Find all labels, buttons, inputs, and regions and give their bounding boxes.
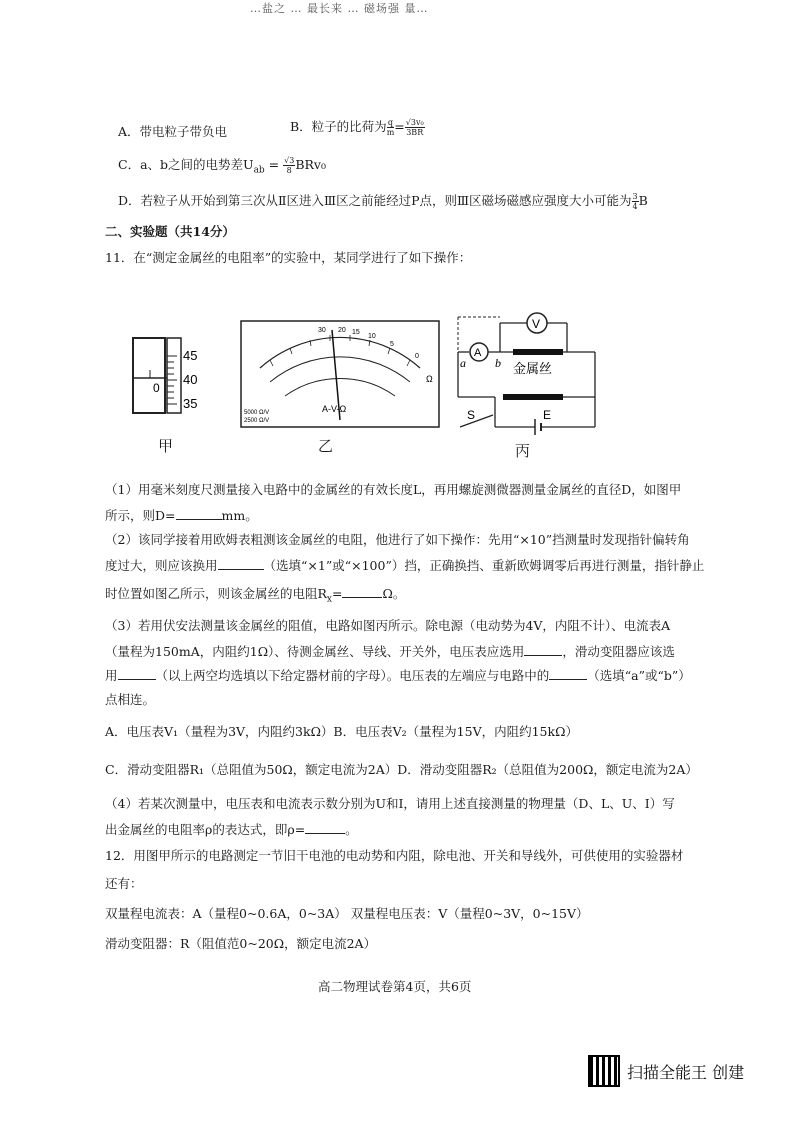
switch-symbol	[460, 415, 493, 427]
q11-3-line3b: （以上两空均选填以下给定器材前的字母）。电压表的左端应与电路中的	[155, 668, 550, 683]
frac-den-val: 3BR	[406, 128, 424, 137]
answer-blank-d[interactable]	[176, 519, 222, 520]
scale-top-10: 10	[368, 333, 376, 340]
micrometer-tick-35: 35	[183, 396, 198, 411]
option-c-frac-den: 8	[286, 166, 292, 175]
q11-2-line2b: （选填“×1”或“×100”）挡，正确换挡、重新欧姆调零后再进行测量，指针静止	[263, 558, 705, 573]
metal-wire-label: 金属丝	[513, 362, 553, 377]
scale-top-20: 20	[338, 327, 346, 334]
q11-4-line2b: 。	[345, 822, 358, 837]
q11-3-line2	[105, 644, 675, 660]
q11-4-line2a: 出金属丝的电阻率ρ的表达式，即ρ=	[105, 822, 306, 837]
q11-3-line2a: （量程为150mA，内阻约1Ω）、待测金属丝、导线、开关外，电压表应选用	[105, 644, 525, 659]
answer-blank-range[interactable]	[218, 569, 264, 570]
q12-line4: 滑动变阻器：R（阻值范0~20Ω，额定电流2A）	[105, 936, 377, 951]
meter-rating-2: 2500 Ω/V	[244, 418, 270, 424]
header-fragment: …盐之 … 最长来 … 磁场强 量…	[250, 2, 429, 15]
q11-3-line3a: 用	[105, 668, 118, 683]
q11-option-ab: A．电压表V₁（量程为3V，内阻约3kΩ）B．电压表V₂（量程为15V，内阻约15kΩ）	[105, 724, 578, 739]
q11-2-line2a: 度过大，则应该换用	[105, 558, 218, 573]
option-a: A．带电粒子带负电	[118, 124, 228, 139]
q12-line2: 还有：	[105, 876, 143, 891]
option-c-frac	[283, 156, 295, 175]
answer-blank-voltmeter[interactable]	[524, 655, 562, 656]
q11-1-line1: （1）用毫米刻度尺测量接入电路中的金属丝的有效长度L，再用螺旋测微器测量金属丝的直径D，如图甲	[105, 482, 682, 497]
micrometer-tick-40: 40	[183, 372, 198, 387]
ammeter-label: A	[474, 347, 482, 359]
scale-top-5: 5	[390, 341, 394, 348]
q11-4-line2	[105, 822, 358, 838]
q11-3-line3	[105, 668, 691, 684]
option-d-frac-den: 4	[632, 202, 638, 211]
option-c-frac-num: √3	[284, 156, 295, 165]
meter-center-label: A-V-Ω	[322, 404, 347, 414]
node-b-label: b	[495, 356, 501, 370]
answer-blank-rheostat[interactable]	[118, 679, 156, 680]
option-b-eq: =	[394, 119, 405, 134]
option-d-text: D．若粒子从开始到第三次从Ⅱ区进入Ⅲ区之前能经过P点，则Ⅲ区磁场磁感应强度大小可能为	[118, 193, 632, 208]
section-title: 二、实验题（共14分）	[105, 224, 235, 239]
figure-label-yi: 乙	[318, 437, 334, 455]
battery-label: E	[543, 408, 552, 422]
q11-2-line2	[105, 558, 704, 574]
rheostat-symbol	[503, 394, 563, 400]
answer-blank-rx[interactable]	[342, 597, 382, 598]
voltmeter-label: V	[532, 317, 541, 331]
option-b	[290, 118, 425, 137]
q12-line1: 12．用图甲所示的电路测定一节旧干电池的电动势和内阻，除电池、开关和导线外，可供使用的实验器材	[105, 848, 684, 863]
scale-arc-ohm	[260, 337, 420, 368]
q11-2-line3c: Ω。	[382, 586, 406, 601]
scale-top-0: 0	[415, 353, 419, 360]
micrometer-frame	[133, 338, 165, 413]
q11-3-line3c: （选填“a”或“b”）	[587, 668, 691, 683]
micrometer-zero: 0	[153, 381, 160, 395]
option-c-sub: ab	[253, 165, 265, 176]
q11-3-line2b: ，滑动变阻器应该选	[562, 644, 675, 659]
q11-1-line2b: mm。	[221, 508, 258, 523]
q11-2-line3b: =	[332, 586, 343, 601]
frac-num-q: q	[387, 118, 394, 127]
option-d	[118, 192, 648, 211]
q11-option-cd: C．滑动变阻器R₁（总阻值为50Ω，额定电流为2A）D．滑动变阻器R₂（总阻值为200Ω，额定电流为2A）	[105, 762, 698, 777]
page-footer: 高二物理试卷第4页，共6页	[318, 979, 472, 994]
multimeter-figure	[240, 320, 440, 430]
option-c-eq: =	[264, 157, 284, 172]
option-c-suffix: BRv₀	[295, 157, 326, 172]
option-c-prefix: C．a、b之间的电势差U	[118, 157, 254, 172]
micrometer-figure	[125, 330, 215, 425]
option-d-frac	[632, 192, 639, 211]
camscanner-watermark: 扫描全能王 创建	[627, 1063, 745, 1082]
metal-wire-resistor	[513, 349, 563, 355]
qr-code-icon	[588, 1055, 620, 1087]
option-b-frac-val	[405, 118, 425, 137]
q11-3-line1: （3）若用伏安法测量该金属丝的阻值，电路如图丙所示。除电源（电动势为4V，内阻不计）、电流表A	[105, 618, 671, 633]
meter-omega-symbol: Ω	[426, 374, 433, 384]
option-d-frac-num: 3	[632, 192, 638, 201]
switch-label: S	[467, 408, 476, 422]
scale-arc-ac	[285, 378, 395, 396]
meter-rating-1: 5000 Ω/V	[244, 410, 270, 416]
frac-num-val: √3v₀	[405, 118, 424, 127]
option-b-prefix: B．粒子的比荷为	[290, 119, 387, 134]
frac-den-m: m	[386, 128, 395, 137]
q12-line3: 双量程电流表：A（量程0~0.6A，0~3A） 双量程电压表：V（量程0~3V，0~15V）	[105, 906, 589, 921]
q11-2-line3a: 时位置如图乙所示，则该金属丝的电阻R	[105, 586, 327, 601]
answer-blank-node[interactable]	[549, 679, 587, 680]
q11-intro: 11．在“测定金属丝的电阻率”的实验中，某同学进行了如下操作：	[105, 250, 472, 265]
micrometer-thimble	[167, 338, 181, 413]
option-d-suffix: B	[638, 193, 648, 208]
figure-label-bing: 丙	[515, 442, 531, 460]
circuit-figure	[455, 305, 605, 440]
q11-3-line4: 点相连。	[105, 692, 156, 707]
q11-4-line1: （4）若某次测量中，电压表和电流表示数分别为U和I，请用上述直接测量的物理量（D、L、U、I）写	[105, 796, 675, 811]
scale-top-15: 15	[352, 329, 360, 336]
q11-1-line2a: 所示，则D=	[105, 508, 176, 523]
scale-top-30: 30	[318, 327, 326, 334]
option-c	[118, 156, 326, 179]
scale-ticks	[270, 335, 410, 366]
q11-2-line1: （2）该同学接着用欧姆表粗测该金属丝的电阻，他进行了如下操作：先用“×10”挡测量时发现指针偏转角	[105, 532, 690, 547]
q11-2-line3	[105, 586, 405, 608]
answer-blank-rho[interactable]	[305, 833, 345, 834]
q11-1-line2	[105, 508, 258, 524]
node-a-label: a	[460, 356, 466, 370]
micrometer-tick-45: 45	[183, 348, 198, 363]
q11-2-line3sub: x	[326, 594, 332, 605]
figure-label-jia: 甲	[158, 437, 174, 455]
